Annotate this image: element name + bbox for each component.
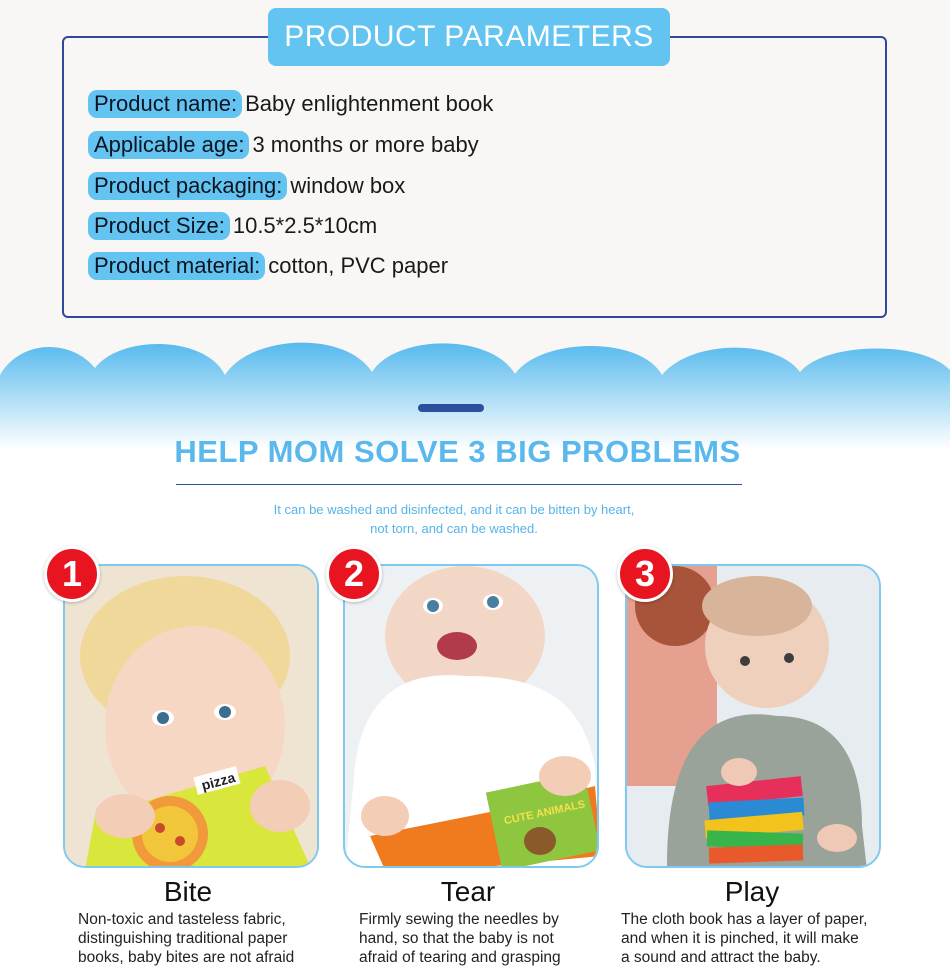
cloud-divider	[0, 330, 950, 450]
desc-line: distinguishing traditional paper	[78, 930, 288, 947]
desc-line: and when it is pinched, it will make	[621, 930, 859, 947]
param-value: 10.5*2.5*10cm	[232, 213, 378, 238]
card-title-tear: Tear	[440, 876, 496, 907]
desc-line: afraid of tearing and grasping	[359, 949, 561, 966]
number-badge: 1	[44, 546, 100, 602]
param-label: Product name:	[88, 90, 242, 118]
cute-animals-book-text: CUTE ANIMALS	[502, 798, 587, 828]
desc-line: hand, so that the baby is not	[359, 930, 554, 947]
desc-line: Non-toxic and tasteless fabric,	[78, 911, 286, 928]
param-label: Product material:	[88, 252, 265, 280]
card-desc-play	[621, 910, 891, 967]
param-label: Product packaging:	[88, 172, 287, 200]
param-row-packaging	[88, 172, 405, 200]
problems-subtitle	[0, 500, 908, 538]
card-title-play: Play	[724, 876, 780, 907]
param-value: cotton, PVC paper	[268, 253, 449, 278]
tear-photo	[343, 564, 599, 868]
param-row-age	[88, 131, 479, 159]
subtitle-line: It can be washed and disinfected, and it can be bitten by heart,	[273, 502, 635, 517]
desc-line: The cloth book has a layer of paper,	[621, 911, 868, 928]
param-row-size	[88, 212, 377, 240]
card-desc-tear	[359, 910, 629, 967]
play-photo	[625, 564, 881, 868]
desc-line: Firmly sewing the needles by	[359, 911, 559, 928]
param-label: Product Size:	[88, 212, 230, 240]
param-label: Applicable age:	[88, 131, 249, 159]
subtitle-line: not torn, and can be washed.	[370, 521, 538, 536]
product-parameters-title: PRODUCT PARAMETERS	[268, 8, 670, 66]
card-desc-bite	[78, 910, 348, 967]
param-value: window box	[290, 173, 406, 198]
number-badge: 3	[617, 546, 673, 602]
pizza-book-text: pizza	[199, 769, 237, 794]
param-row-name	[88, 90, 493, 118]
desc-line: a sound and attract the baby.	[621, 949, 821, 966]
card-title-bite: Bite	[163, 876, 213, 907]
param-value: Baby enlightenment book	[245, 91, 494, 116]
title-underline	[176, 484, 742, 485]
number-badge: 2	[326, 546, 382, 602]
param-value: 3 months or more baby	[252, 132, 479, 157]
problems-title: HELP MOM SOLVE 3 BIG PROBLEMS	[174, 434, 741, 469]
param-row-material	[88, 252, 448, 280]
desc-line: books, baby bites are not afraid	[78, 949, 295, 966]
bite-photo	[63, 564, 319, 868]
section-divider-dash	[418, 404, 484, 412]
